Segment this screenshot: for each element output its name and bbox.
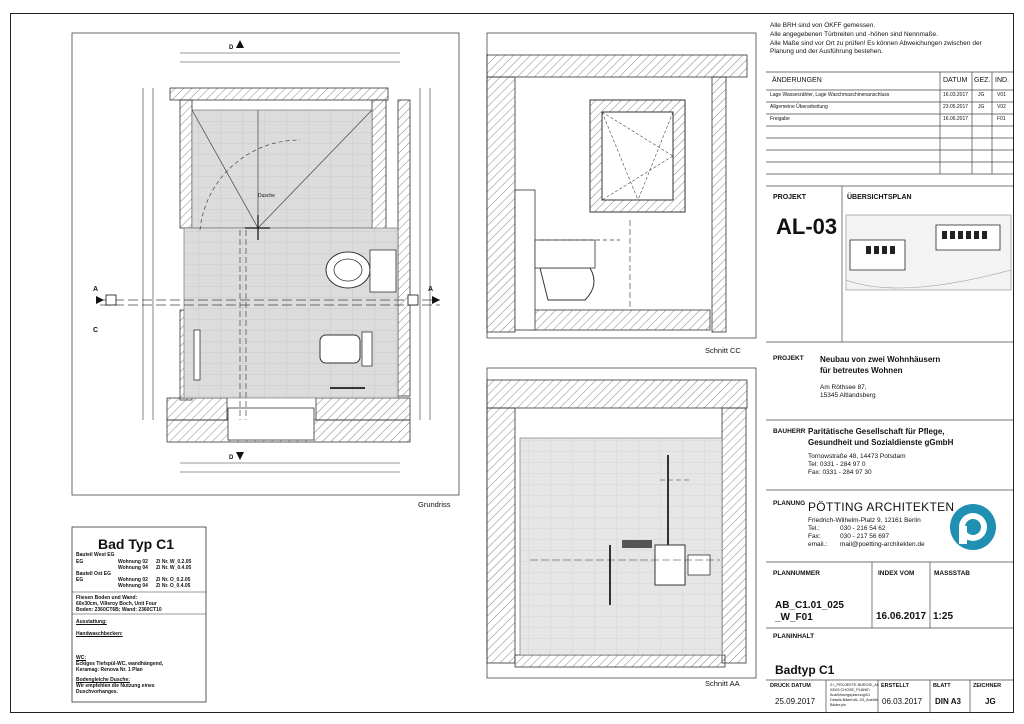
planning-fax: 030 - 217 56 697 xyxy=(840,533,890,540)
legend-wc-desc-1: Eckiges Tiefspül-WC, wandhängend, xyxy=(76,661,164,667)
change-row-3-label: Freigabe xyxy=(770,116,790,122)
legend-unit-1: Wohnung 02 xyxy=(118,559,148,565)
legend-tiles-3: Boden: 2360CT6B; Wand: 2360CT10 xyxy=(76,607,162,613)
legend-unit-4: Wohnung 04 xyxy=(118,583,148,589)
print-date: 25.09.2017 xyxy=(775,697,816,706)
planning-email-label: email.: xyxy=(808,541,828,548)
legend-bauteil-ost: Bauteil Ost EG xyxy=(76,571,112,577)
legend-shower-desc-1: Wir empfehlen die Nutzung eines xyxy=(76,683,155,689)
note-line-1: Alle BRH sind von OKFF gemessen. xyxy=(770,22,876,29)
schnitt-aa-caption: Schnitt AA xyxy=(705,679,740,688)
client-tel: Tel: 0331 - 284 97 0 xyxy=(808,461,866,468)
file-path-1: Z:\_PROJEKTE BÜROS\_AL xyxy=(830,683,879,687)
changes-header: ÄNDERUNGEN xyxy=(772,77,822,84)
planning-tel: 030 - 216 54 62 xyxy=(840,525,886,532)
client-name-1: Paritätische Gesellschaft für Pflege, xyxy=(808,427,945,436)
shower-label: Dusche xyxy=(258,193,275,199)
planning-firm: PÖTTING ARCHITEKTEN xyxy=(808,500,955,514)
legend-tiles-2: 60x30cm, Villeroy Boch, Unit Four xyxy=(76,601,157,607)
plan-number-line-1: AB_C1.01_025 xyxy=(775,600,844,611)
legend-bauteil-west: Bauteil West EG xyxy=(76,552,115,558)
note-line-4: Planung und der Ausführung bestehen. xyxy=(770,48,883,55)
plan-content-label: PLANINHALT xyxy=(773,633,815,640)
plan-content: Badtyp C1 xyxy=(775,663,835,677)
planning-fax-label: Fax: xyxy=(808,533,821,540)
change-row-2-index: V02 xyxy=(997,104,1006,110)
change-row-3-index: F01 xyxy=(997,116,1006,122)
overview-plan xyxy=(846,215,1011,290)
section-a-right-label: A xyxy=(428,286,434,293)
legend-tiles-1: Fliesen Boden und Wand: xyxy=(76,595,138,601)
created-date: 06.03.2017 xyxy=(882,697,923,706)
note-line-3: Alle Maße sind vor Ort zu prüfen! Es können Abweichungen zwischen der xyxy=(770,40,982,47)
project-name-1: Neubau von zwei Wohnhäusern xyxy=(820,355,941,364)
legend-fittings: Ausstattung: xyxy=(76,619,107,625)
client-fax: Fax: 0331 - 284 97 30 xyxy=(808,469,872,476)
legend-room-3: Zi Nr. O_0.2.05 xyxy=(156,577,191,583)
client-address: Tornowstraße 48, 14473 Potsdam xyxy=(808,453,906,460)
file-path-3: Ausführungsplanung\01 xyxy=(830,693,871,697)
legend-eg-3: EG xyxy=(76,577,84,583)
legend-room-2: Zi Nr. W_0.4.05 xyxy=(156,565,192,571)
change-row-3-date: 16.06.2017 xyxy=(943,116,969,122)
legend-unit-2: Wohnung 04 xyxy=(118,565,148,571)
section-c-label: C xyxy=(93,327,99,334)
change-row-1-label: Lage Wasserzähler, Lage Waschmaschinenanschluss xyxy=(770,92,890,98)
changes-date-header: DATUM xyxy=(943,77,968,84)
drawn-by-label: ZEICHNER xyxy=(973,683,1002,689)
note-line-2: Alle angegebenen Türbreiten und -höhen sind Nennmaße. xyxy=(770,31,938,38)
legend-unit-3: Wohnung 02 xyxy=(118,577,148,583)
change-row-1-date: 16.03.2017 xyxy=(943,92,969,98)
client-name-2: Gesundheit und Sozialdienste gGmbH xyxy=(808,438,954,447)
print-date-label: DRUCK DATUM xyxy=(770,683,811,689)
drawn-by: JG xyxy=(985,697,996,706)
project-name-2: für betreutes Wohnen xyxy=(820,366,903,375)
file-path-5: Bäder.pln xyxy=(830,703,847,707)
project-section-label: PROJEKT xyxy=(773,355,804,362)
legend-wc-heading: WC: xyxy=(76,655,86,661)
section-d-bottom-label: D xyxy=(229,455,234,461)
legend-title: Bad Typ C1 xyxy=(98,536,174,552)
overview-label: ÜBERSICHTSPLAN xyxy=(847,194,912,201)
planning-email[interactable]: mail@poetting-architekten.de xyxy=(840,541,925,548)
section-d-top-label: D xyxy=(229,45,234,51)
legend-room-1: Zi Nr. W_0.2.05 xyxy=(156,559,192,565)
index-date: 16.06.2017 xyxy=(876,611,927,622)
changes-index-header: IND. xyxy=(995,77,1009,84)
project-address-2: 15345 Altlandsberg xyxy=(820,392,876,399)
created-label: ERSTELLT xyxy=(881,683,910,689)
legend-shower-heading: Bodengleiche Dusche: xyxy=(76,677,130,683)
legend-shower-desc-2: Duschvorhanges. xyxy=(76,689,118,695)
plan-number-label: PLANNUMMER xyxy=(773,570,820,577)
changes-by-header: GEZ. xyxy=(974,77,991,84)
legend-room-4: Zi Nr. O_0.4.05 xyxy=(156,583,191,589)
planning-label: PLANUNG xyxy=(773,500,806,507)
file-path-4: Details Bäder\AL-03_Ausfüh xyxy=(830,698,878,702)
project-label: PROJEKT xyxy=(773,194,807,201)
plan-number-line-2: _W_F01 xyxy=(775,612,813,623)
change-row-2-label: Allgemeine Überarbeitung xyxy=(770,104,828,110)
section-a-left-label: A xyxy=(93,286,99,293)
planning-tel-label: Tel.: xyxy=(808,525,820,532)
change-row-1-index: V01 xyxy=(997,92,1006,98)
client-label: BAUHERR xyxy=(773,428,806,435)
legend-eg-1: EG xyxy=(76,559,84,565)
poetting-logo-icon xyxy=(950,504,996,550)
scale-value: 1:25 xyxy=(933,611,954,622)
project-code: AL-03 xyxy=(776,214,838,239)
change-row-1-by: JG xyxy=(978,92,985,98)
change-row-2-date: 23.05.2017 xyxy=(943,104,969,110)
scale-label: MASSSTAB xyxy=(934,570,970,577)
schnitt-cc-caption: Schnitt CC xyxy=(705,346,741,355)
grundriss-caption: Grundriss xyxy=(418,500,451,509)
legend-basin: Handwaschbecken: xyxy=(76,631,123,637)
sheet-size: DIN A3 xyxy=(935,697,961,706)
file-path-2: 03\03 CHOSE_PLÄNE\ xyxy=(830,688,870,692)
sheet-label: BLATT xyxy=(933,683,951,689)
change-row-2-by: JG xyxy=(978,104,985,110)
planning-address: Friedrich-Wilhelm-Platz 9, 12161 Berlin xyxy=(808,517,921,524)
legend-wc-desc-2: Keramag: Renova Nr. 1 Plan xyxy=(76,667,143,673)
project-address-1: Am Röthsee 87, xyxy=(820,384,867,391)
index-date-label: INDEX VOM xyxy=(878,570,915,577)
